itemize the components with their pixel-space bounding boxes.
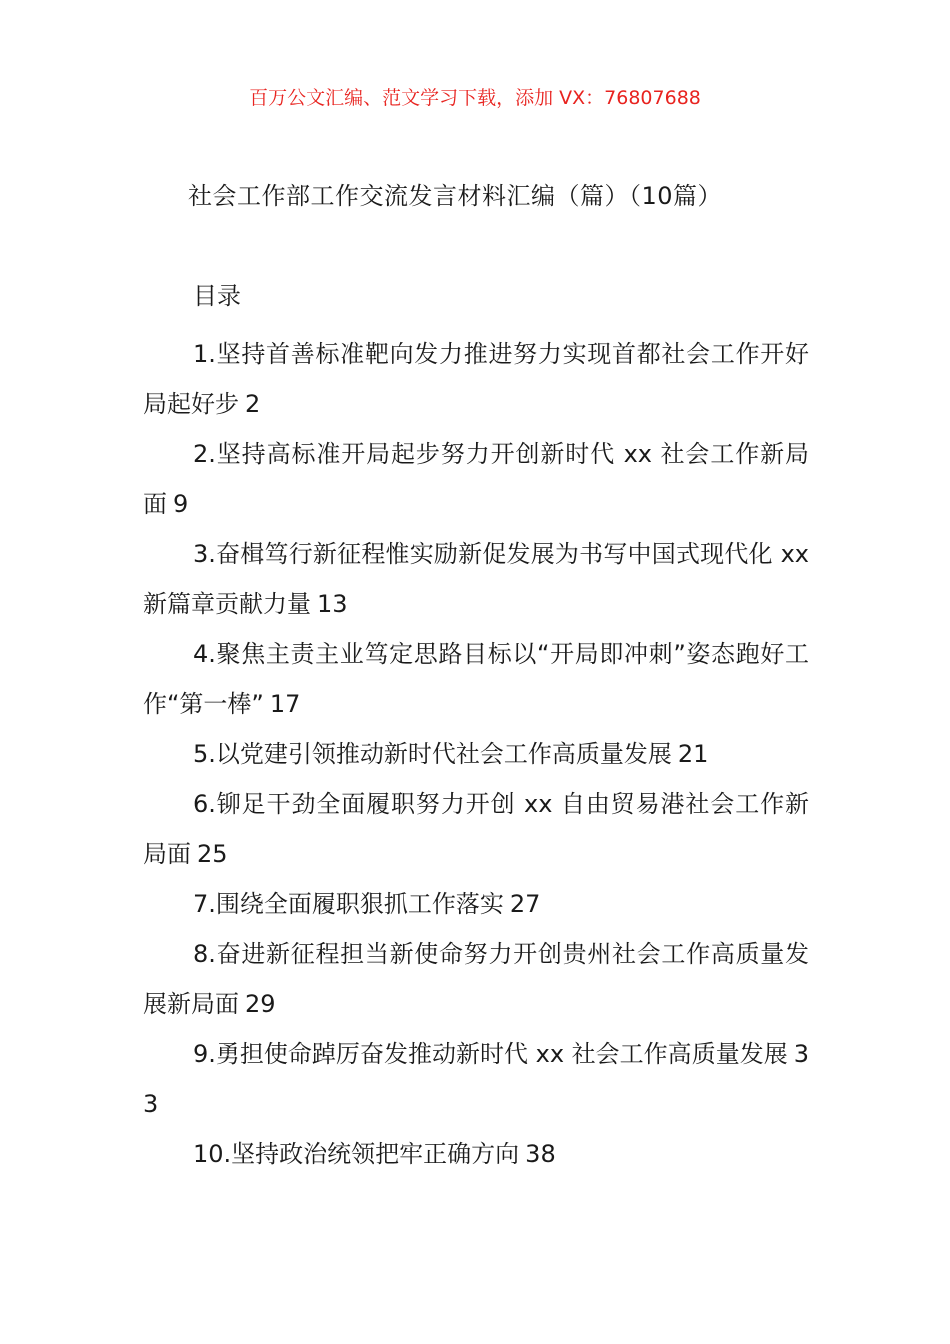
promo-header: 百万公文汇编、范文学习下载，添加 VX：76807688 [249, 87, 701, 109]
toc-item-title: 5.以党建引领推动新时代社会工作高质量发展 [193, 740, 672, 768]
toc-item-page: 17 [269, 690, 301, 718]
toc-item[interactable] [143, 429, 809, 529]
toc-item-page: 33 [143, 1040, 809, 1118]
toc-item[interactable] [143, 1129, 809, 1179]
toc-item-page: 38 [525, 1140, 556, 1168]
toc-item-page: 25 [197, 840, 228, 868]
toc-item-title: 6.铆足干劲全面履职努力开创 xx 自由贸易港社会工作新局面 [143, 790, 809, 868]
toc-item-title: 2.坚持高标准开局起步努力开创新时代 xx 社会工作新局面 [143, 440, 809, 518]
toc-item-title: 10.坚持政治统领把牢正确方向 [193, 1140, 520, 1168]
toc-item-page: 29 [245, 990, 276, 1018]
toc-item-page: 13 [317, 590, 348, 618]
toc-item[interactable] [143, 329, 809, 429]
toc-item-title: 7.围绕全面履职狠抓工作落实 [193, 890, 504, 918]
toc-item[interactable] [143, 529, 809, 629]
toc-item-page: 21 [677, 740, 709, 768]
toc-item[interactable] [143, 929, 809, 1029]
toc-item-page: 27 [509, 890, 541, 918]
toc-item[interactable] [143, 729, 809, 779]
toc-item-title: 1.坚持首善标准靶向发力推进努力实现首都社会工作开好局起好步 [143, 340, 809, 418]
toc-item-page: 2 [245, 390, 261, 418]
table-of-contents [143, 329, 809, 1179]
toc-item-title: 3.奋楫笃行新征程惟实励新促发展为书写中国式现代化 xx 新篇章贡献力量 [143, 540, 809, 618]
document-title: 社会工作部工作交流发言材料汇编（篇）（10篇） [187, 182, 723, 210]
toc-item[interactable] [143, 879, 809, 929]
toc-item-title: 4.聚焦主责主业笃定思路目标以“开局即冲刺”姿态跑好工作“第一棒” [143, 640, 809, 718]
toc-item-title: 8.奋进新征程担当新使命努力开创贵州社会工作高质量发展新局面 [143, 940, 809, 1018]
toc-item[interactable] [143, 779, 809, 879]
toc-item[interactable] [143, 629, 809, 729]
toc-item-title: 9.勇担使命踔厉奋发推动新时代 xx 社会工作高质量发展 [193, 1040, 788, 1068]
toc-item[interactable] [143, 1029, 809, 1129]
toc-heading: 目录 [193, 282, 241, 310]
toc-item-page: 9 [173, 490, 189, 518]
